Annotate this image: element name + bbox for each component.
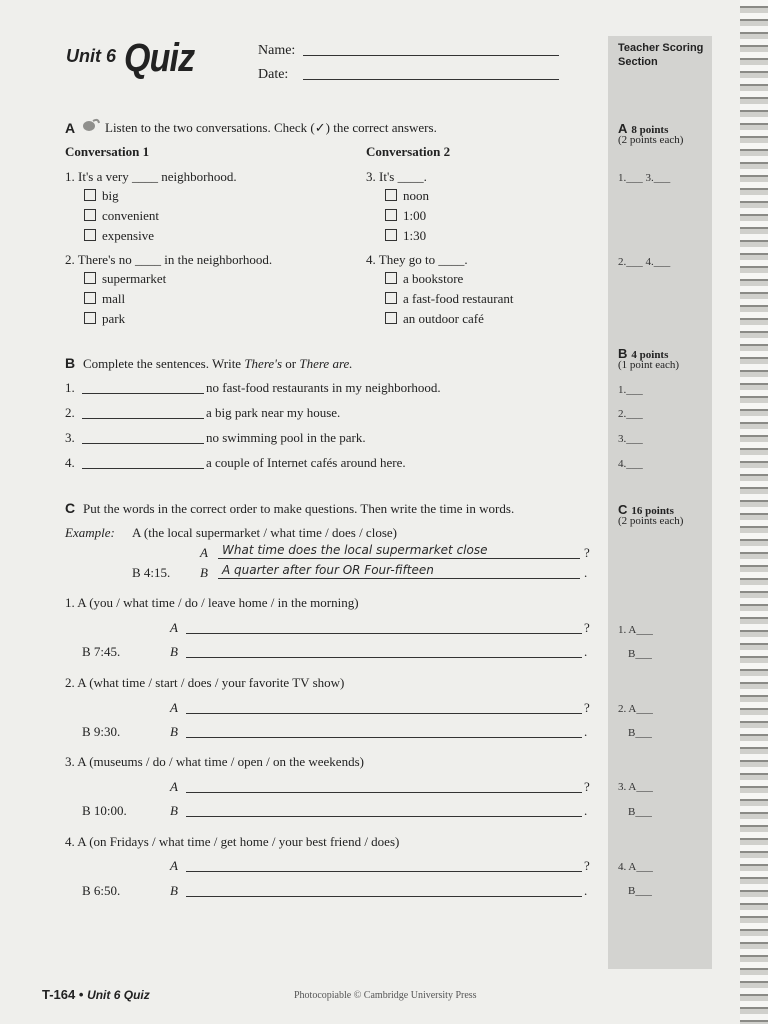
section-a-letter: A xyxy=(65,120,76,136)
b-item-4-num: 4. xyxy=(65,455,75,470)
question-mark: ? xyxy=(584,620,590,635)
score-a-row1[interactable]: 1.___ 3.___ xyxy=(618,172,671,184)
c-item-1-a-answer[interactable] xyxy=(186,633,582,634)
checkbox[interactable] xyxy=(385,229,397,241)
score-c-3a[interactable]: 3. A___ xyxy=(618,781,653,793)
checkbox[interactable] xyxy=(84,229,96,241)
c-item-4-time: B 6:50. xyxy=(82,883,121,898)
quiz-title: Quiz xyxy=(124,36,195,80)
scoring-title-line1: Teacher Scoring xyxy=(618,42,704,54)
option-1-00[interactable]: 1:00 xyxy=(385,208,426,224)
section-b-instruction: Complete the sentences. Write There's or There are. xyxy=(83,356,353,371)
score-c-1b[interactable]: B___ xyxy=(628,648,652,660)
section-b-points: B 4 points xyxy=(618,346,669,361)
spiral-binding xyxy=(740,0,768,1024)
name-label: Name: xyxy=(258,43,296,58)
option-1-30[interactable]: 1:30 xyxy=(385,228,426,244)
checkbox[interactable] xyxy=(84,209,96,221)
c-item-2-b-answer[interactable] xyxy=(186,737,582,738)
date-label: Date: xyxy=(258,67,289,82)
example-b-time: B 4:15. xyxy=(132,565,171,580)
period: . xyxy=(584,644,588,659)
checkbox[interactable] xyxy=(385,189,397,201)
section-c-instruction: Put the words in the correct order to make questions. Then write the time in words. xyxy=(83,501,515,516)
question-mark: ? xyxy=(584,545,590,560)
section-a-points: A 8 points xyxy=(618,121,669,136)
option-supermarket[interactable]: supermarket xyxy=(84,271,166,287)
unit-label: Unit 6 xyxy=(66,46,117,66)
footer-page-number: T-164 • Unit 6 Quiz xyxy=(42,987,150,1002)
conversation-2-heading: Conversation 2 xyxy=(366,144,451,159)
question-mark: ? xyxy=(584,779,590,794)
option-noon[interactable]: noon xyxy=(385,188,429,204)
c-item-4-b-label: B xyxy=(170,883,178,898)
c-item-1-b-answer[interactable] xyxy=(186,657,582,658)
c-item-1-b-label: B xyxy=(170,644,178,659)
score-c-2b[interactable]: B___ xyxy=(628,727,652,739)
name-field[interactable] xyxy=(303,55,559,56)
question-a1: 1. It's a very ____ neighborhood. xyxy=(65,169,237,184)
score-c-4b[interactable]: B___ xyxy=(628,885,652,897)
c-item-2-time: B 9:30. xyxy=(82,724,121,739)
conversation-1-heading: Conversation 1 xyxy=(65,144,150,159)
example-b-line xyxy=(218,578,580,579)
c-item-1-a-label: A xyxy=(170,620,178,635)
score-b-3[interactable]: 3.___ xyxy=(618,433,643,445)
checkbox[interactable] xyxy=(385,272,397,284)
option-expensive[interactable]: expensive xyxy=(84,228,154,244)
c-item-3-a-label: A xyxy=(170,779,178,794)
example-prompt: A (the local supermarket / what time / does / close) xyxy=(132,525,397,540)
question-a3: 3. It's ____. xyxy=(366,169,427,184)
b-item-3-text: no swimming pool in the park. xyxy=(206,430,366,445)
section-b-points-each: (1 point each) xyxy=(618,359,680,371)
c-item-1-time: B 7:45. xyxy=(82,644,121,659)
b-item-1-blank[interactable] xyxy=(82,393,204,394)
score-a-row2[interactable]: 2.___ 4.___ xyxy=(618,256,671,268)
option-outdoor-cafe[interactable]: an outdoor café xyxy=(385,311,484,327)
section-a-instruction: Listen to the two conversations. Check (✓) the correct answers. xyxy=(105,120,437,135)
checkbox[interactable] xyxy=(84,292,96,304)
score-b-2[interactable]: 2.___ xyxy=(618,408,643,420)
period: . xyxy=(584,724,588,739)
c-item-2-a-answer[interactable] xyxy=(186,713,582,714)
c-item-3-b-answer[interactable] xyxy=(186,816,582,817)
c-item-3-time: B 10:00. xyxy=(82,803,127,818)
audio-icon xyxy=(82,118,100,132)
option-mall[interactable]: mall xyxy=(84,291,125,307)
c-item-4-prompt: 4. A (on Fridays / what time / get home / your best friend / does) xyxy=(65,834,400,849)
c-item-2-prompt: 2. A (what time / start / does / your favorite TV show) xyxy=(65,675,345,690)
checkbox[interactable] xyxy=(385,292,397,304)
period: . xyxy=(584,565,588,580)
b-item-3-num: 3. xyxy=(65,430,75,445)
b-item-4-blank[interactable] xyxy=(82,468,204,469)
b-item-1-num: 1. xyxy=(65,380,75,395)
footer-copyright: Photocopiable © Cambridge University Press xyxy=(294,990,477,1001)
section-b-letter: B xyxy=(65,355,76,371)
section-c-letter: C xyxy=(65,500,76,516)
c-item-2-b-label: B xyxy=(170,724,178,739)
option-big[interactable]: big xyxy=(84,188,119,204)
date-field[interactable] xyxy=(303,79,559,80)
period: . xyxy=(584,803,588,818)
question-a4: 4. They go to ____. xyxy=(366,252,468,267)
b-item-2-num: 2. xyxy=(65,405,75,420)
section-a-points-each: (2 points each) xyxy=(618,134,684,146)
example-label: Example: xyxy=(65,525,115,540)
c-item-3-a-answer[interactable] xyxy=(186,792,582,793)
b-item-2-blank[interactable] xyxy=(82,418,204,419)
score-c-2a[interactable]: 2. A___ xyxy=(618,703,653,715)
question-mark: ? xyxy=(584,858,590,873)
example-a-answer: What time does the local supermarket close xyxy=(222,543,488,557)
score-c-3b[interactable]: B___ xyxy=(628,806,652,818)
checkbox[interactable] xyxy=(84,312,96,324)
option-bookstore[interactable]: a bookstore xyxy=(385,271,463,287)
c-item-1-prompt: 1. A (you / what time / do / leave home / in the morning) xyxy=(65,595,359,610)
scoring-title-line2: Section xyxy=(618,56,658,68)
section-c-points-each: (2 points each) xyxy=(618,515,684,527)
checkbox[interactable] xyxy=(84,189,96,201)
c-item-2-a-label: A xyxy=(170,700,178,715)
section-c-points: C 16 points xyxy=(618,502,674,517)
b-item-1-text: no fast-food restaurants in my neighborhood. xyxy=(206,380,441,395)
checkbox[interactable] xyxy=(84,272,96,284)
option-fast-food[interactable]: a fast-food restaurant xyxy=(385,291,513,307)
score-b-4[interactable]: 4.___ xyxy=(618,458,643,470)
c-item-3-b-label: B xyxy=(170,803,178,818)
option-park[interactable]: park xyxy=(84,311,125,327)
c-item-3-prompt: 3. A (museums / do / what time / open / on the weekends) xyxy=(65,754,364,769)
question-mark: ? xyxy=(584,700,590,715)
question-a2: 2. There's no ____ in the neighborhood. xyxy=(65,252,273,267)
checkbox[interactable] xyxy=(385,209,397,221)
c-item-4-a-label: A xyxy=(170,858,178,873)
score-b-1[interactable]: 1.___ xyxy=(618,384,643,396)
period: . xyxy=(584,883,588,898)
option-convenient[interactable]: convenient xyxy=(84,208,159,224)
example-b-answer: A quarter after four OR Four-fifteen xyxy=(222,563,434,577)
example-a-label: A xyxy=(200,545,208,560)
checkbox[interactable] xyxy=(385,312,397,324)
score-c-4a[interactable]: 4. A___ xyxy=(618,861,653,873)
example-a-line xyxy=(218,558,580,559)
b-item-3-blank[interactable] xyxy=(82,443,204,444)
b-item-4-text: a couple of Internet cafés around here. xyxy=(206,455,406,470)
b-item-2-text: a big park near my house. xyxy=(206,405,341,420)
c-item-4-a-answer[interactable] xyxy=(186,871,582,872)
score-c-1a[interactable]: 1. A___ xyxy=(618,624,653,636)
example-b-label: B xyxy=(200,565,208,580)
c-item-4-b-answer[interactable] xyxy=(186,896,582,897)
